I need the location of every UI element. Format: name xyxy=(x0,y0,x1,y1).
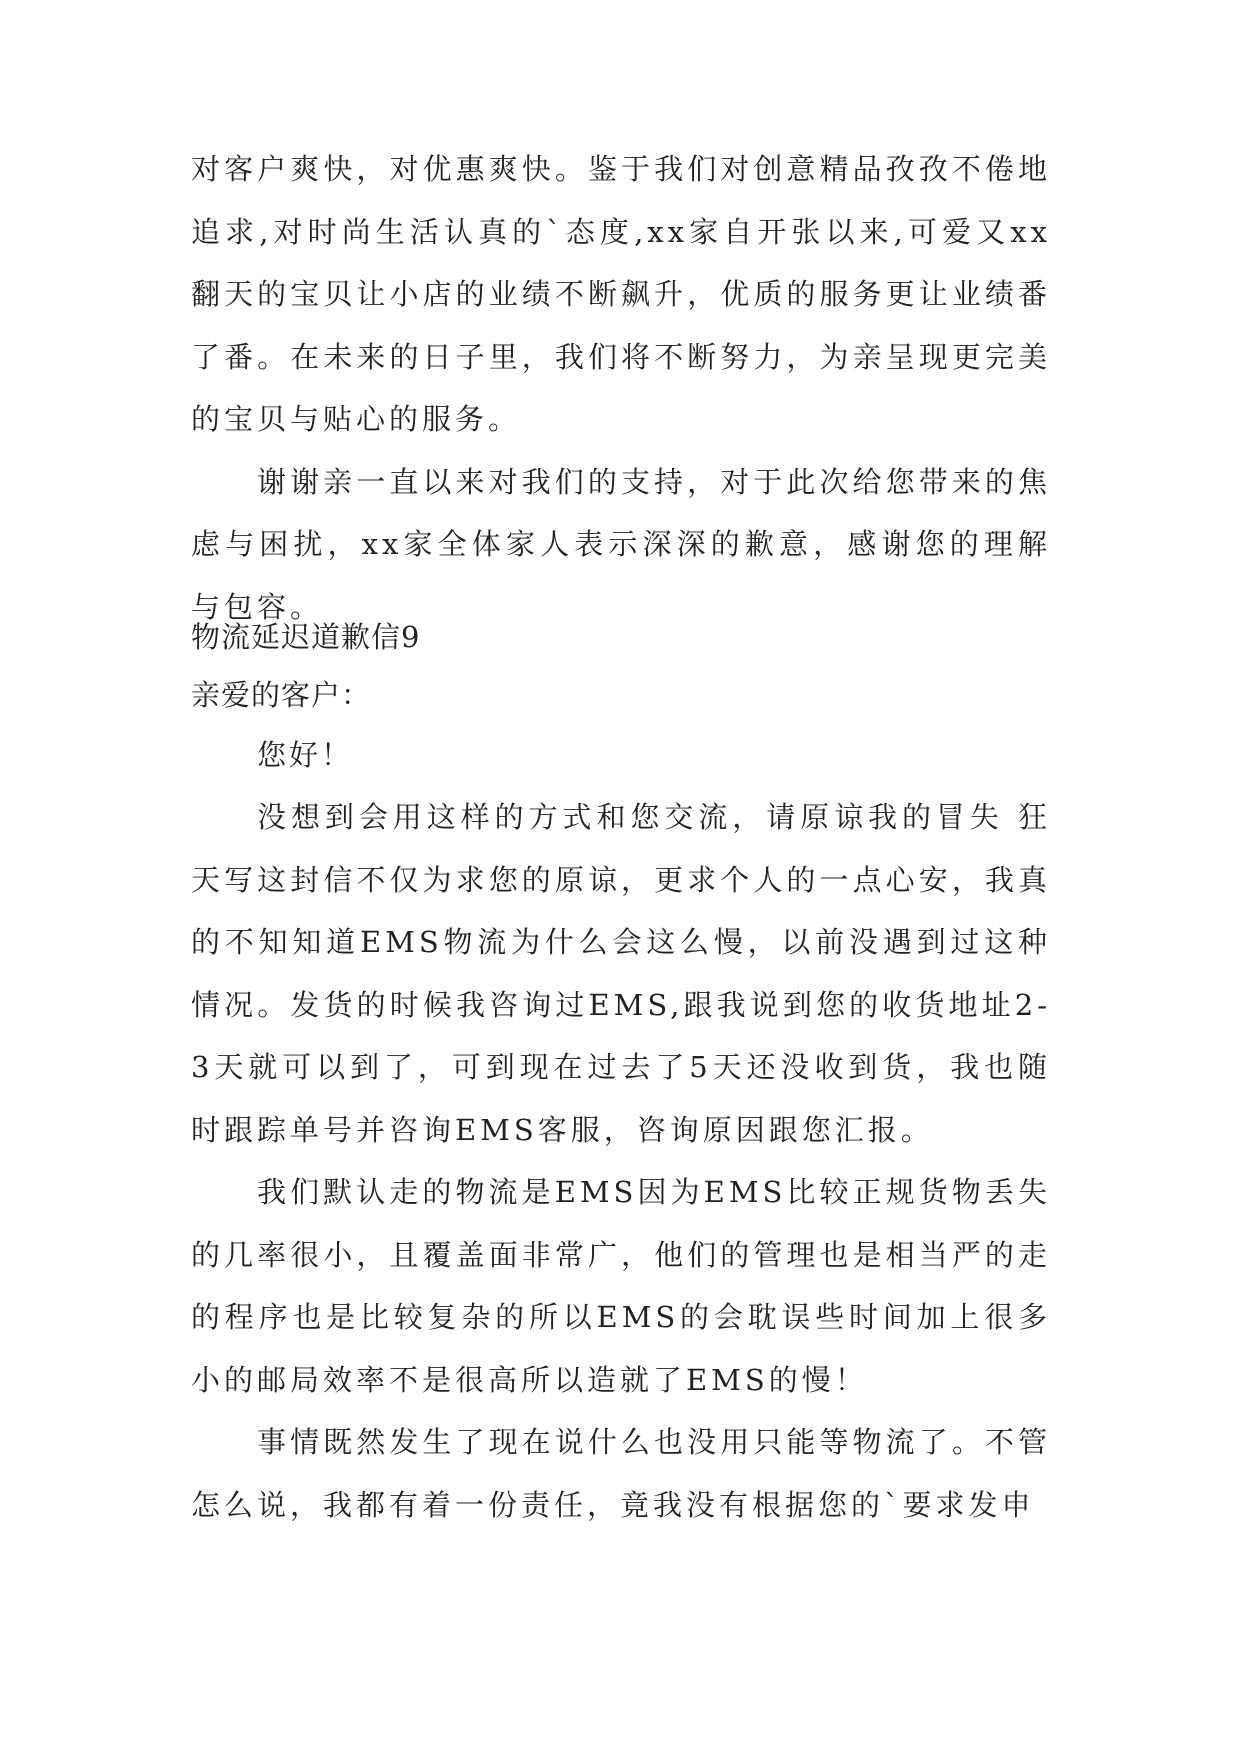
letter-paragraph: 没想到会用这样的方式和您交流，请原谅我的冒失 狂天写这封信不仅为求您的原谅，更求个人的一点心安，我真的不知知道EMS物流为什么会这么慢，以前没遇到过这种情况。发货的时候我咨询过EMS,跟我说到您的收货地址2-3天就可以到了，可到现在过去了5天还没收到货，我也随时跟踪单号并咨询EMS客服，咨询原因跟您汇报。 xyxy=(191,800,1051,1147)
letter-block xyxy=(191,608,1051,1536)
top-text-block xyxy=(191,138,1051,638)
letter-paragraph: 事情既然发生了现在说什么也没用只能等物流了。不管怎么说，我都有着一份责任，竟我没有根据您的`要求发申 xyxy=(191,1425,1051,1522)
letter-salutation: 亲爱的客户： xyxy=(191,678,372,712)
letter-paragraph: 我们默认走的物流是EMS因为EMS比较正规货物丢失的几率很小，且覆盖面非常广，他们的管理也是相当严的走的程序也是比较复杂的所以EMS的会耽误些时间加上很多小的邮局效率不是很高所以造就了EMS的慢！ xyxy=(191,1175,1051,1397)
paragraph-continued: 对客户爽快，对优惠爽快。鉴于我们对创意精品孜孜不倦地追求,对时尚生活认真的`态度,xx家自开张以来,可爱又xx翻天的宝贝让小店的业绩不断飙升，优质的服务更让业绩番了番。在未来的日子里，我们将不断努力，为亲呈现更完美的宝贝与贴心的服务。 xyxy=(191,152,1051,436)
letter-title: 物流延迟道歉信9 xyxy=(191,620,421,654)
paragraph-thanks: 谢谢亲一直以来对我们的支持，对于此次给您带来的焦虑与困扰，xx家全体家人表示深深的歉意，感谢您的理解与包容。 xyxy=(191,464,1051,624)
letter-greeting: 您好！ xyxy=(257,738,354,772)
